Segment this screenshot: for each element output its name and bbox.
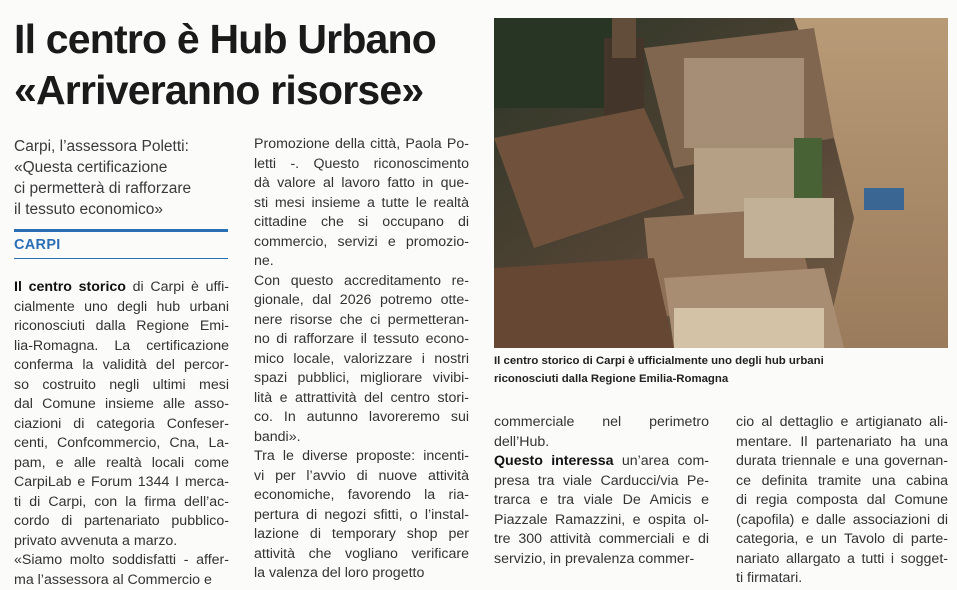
body-column-4	[736, 413, 948, 589]
body-line: co. In autunno lavoreremo sui	[254, 409, 469, 425]
body-line: ma l’assessora al Commercio e	[14, 571, 212, 588]
body-column-3	[494, 413, 709, 569]
body-line: ce definita tramite una cabina	[736, 472, 948, 489]
caption-line: Il centro storico di Carpi è ufficialmente uno degli hub urbani	[494, 355, 824, 367]
body-line: cordo di partenariato pubblico-	[14, 513, 229, 529]
body-line: so costruito negli ultimi mesi	[14, 376, 229, 393]
body-line: di regia composta dal Comune	[736, 492, 948, 508]
body-line: Questo interessa un’area com-	[494, 453, 709, 469]
body-line: Tra le diverse proposte: incenti-	[254, 448, 469, 464]
body-line: commerciale nel perimetro	[494, 414, 709, 430]
body-line: ne.	[254, 253, 274, 269]
aerial-photo-illustration	[494, 18, 948, 348]
body-line: commercio, servizi e promozio-	[254, 233, 469, 250]
body-line: privato avvenuta a marzo.	[14, 532, 178, 549]
body-line: la valenza del loro progetto	[254, 565, 425, 581]
body-line: pam, e alle realtà locali come	[14, 454, 229, 471]
subhead-line: «Questa certificazione	[14, 159, 168, 176]
body-line: nariato allargato a tutti i sogget-	[736, 550, 948, 567]
section-rule	[14, 229, 228, 232]
body-column-2	[254, 135, 469, 584]
body-line: no di rafforzare il tessuto econo-	[254, 331, 469, 347]
body-line: CarpiLab e Forum 1344 I merca-	[14, 474, 229, 490]
body-line: mentare. Il partenariato ha una	[736, 433, 948, 450]
body-line: ciazioni di categoria Confeser-	[14, 415, 229, 432]
body-line: conferma la validità del percor-	[14, 357, 229, 373]
body-line: dal Comune insieme alle asso-	[14, 396, 229, 412]
body-line: sti mesi insieme a tutte le realtà	[254, 194, 469, 211]
subhead-line: ci permetterà di rafforzare	[14, 180, 192, 197]
body-line: gionale, dal 2026 potremo otte-	[254, 292, 469, 308]
body-line: letti -. Questo riconoscimento	[254, 155, 469, 172]
subhead-line: il tessuto economico»	[14, 201, 164, 218]
body-line: durata triennale e una governan-	[736, 453, 948, 469]
body-line: bandi».	[254, 428, 301, 445]
body-line: ti di Carpi, con la firma dell’ac-	[14, 493, 229, 510]
body-line: centi, Confcommercio, Cna, La-	[14, 435, 229, 451]
body-line: pertura di negozi sfitti, o l’instal-	[254, 506, 469, 523]
body-line: cialmente uno degli hub urbani	[14, 298, 229, 315]
body-line: nere risorse che ci permetteran-	[254, 311, 469, 328]
body-line: dà valore al lavoro fatto in que-	[254, 175, 469, 191]
body-line: mico locale, valorizzare i nostri	[254, 350, 469, 367]
body-line: lazione di temporary shop per	[254, 526, 469, 542]
body-line: Promozione della città, Paola Po-	[254, 136, 469, 152]
body-line: cio al dettaglio e artigianato ali-	[736, 414, 948, 430]
subheadline	[14, 136, 229, 220]
body-line: dell’Hub.	[494, 433, 550, 450]
headline-line-1: Il centro è Hub Urbano	[14, 16, 437, 62]
body-line: lia-Romagna. La certificazione	[14, 337, 229, 354]
section-label: CARPI	[14, 237, 61, 253]
body-line: attività che vogliano verificare	[254, 545, 469, 562]
aerial-photo	[494, 18, 948, 348]
body-column-1	[14, 278, 229, 590]
body-line: trarca e tra viale De Amicis e	[494, 492, 709, 508]
headline-line-2: «Arriveranno risorse»	[14, 67, 424, 113]
body-line: Il centro storico di Carpi è uffi-	[14, 279, 229, 295]
body-line: ti firmatari.	[736, 570, 803, 586]
lead-in-bold: Il centro storico	[14, 279, 126, 295]
body-line: presa tra viale Carducci/via Pe-	[494, 472, 709, 489]
body-line: cittadine che si occupano di	[254, 214, 469, 230]
body-line: Con questo accreditamento re-	[254, 272, 469, 289]
body-line: Piazzale Ramazzini, e ospita ol-	[494, 511, 709, 528]
headline	[14, 14, 474, 116]
caption-line: riconosciuti dalla Regione Emilia-Romagna	[494, 373, 729, 385]
body-line: categoria, e un Tavolo di parte-	[736, 531, 948, 547]
lead-in-bold: Questo interessa	[494, 453, 614, 469]
body-line: (capofila) e dalle associazioni di	[736, 511, 948, 528]
section-rule	[14, 258, 228, 259]
body-line: lità e attrattività del centro stori-	[254, 389, 469, 406]
body-line: «Siamo molto soddisfatti - affer-	[14, 552, 229, 568]
body-line: spazi pubblici, migliorare vivibi-	[254, 370, 469, 386]
subhead-line: Carpi, l’assessora Poletti:	[14, 138, 189, 155]
photo-caption	[494, 352, 948, 388]
body-line: riconosciuti dalla Regione Emi-	[14, 318, 229, 334]
body-line: vi per l’avvio di nuove attività	[254, 467, 469, 484]
body-line: tre 300 attività commerciali e di	[494, 531, 709, 547]
body-line: servizio, in prevalenza commer-	[494, 550, 695, 567]
body-line: economiche, favorendo la ria-	[254, 487, 469, 503]
